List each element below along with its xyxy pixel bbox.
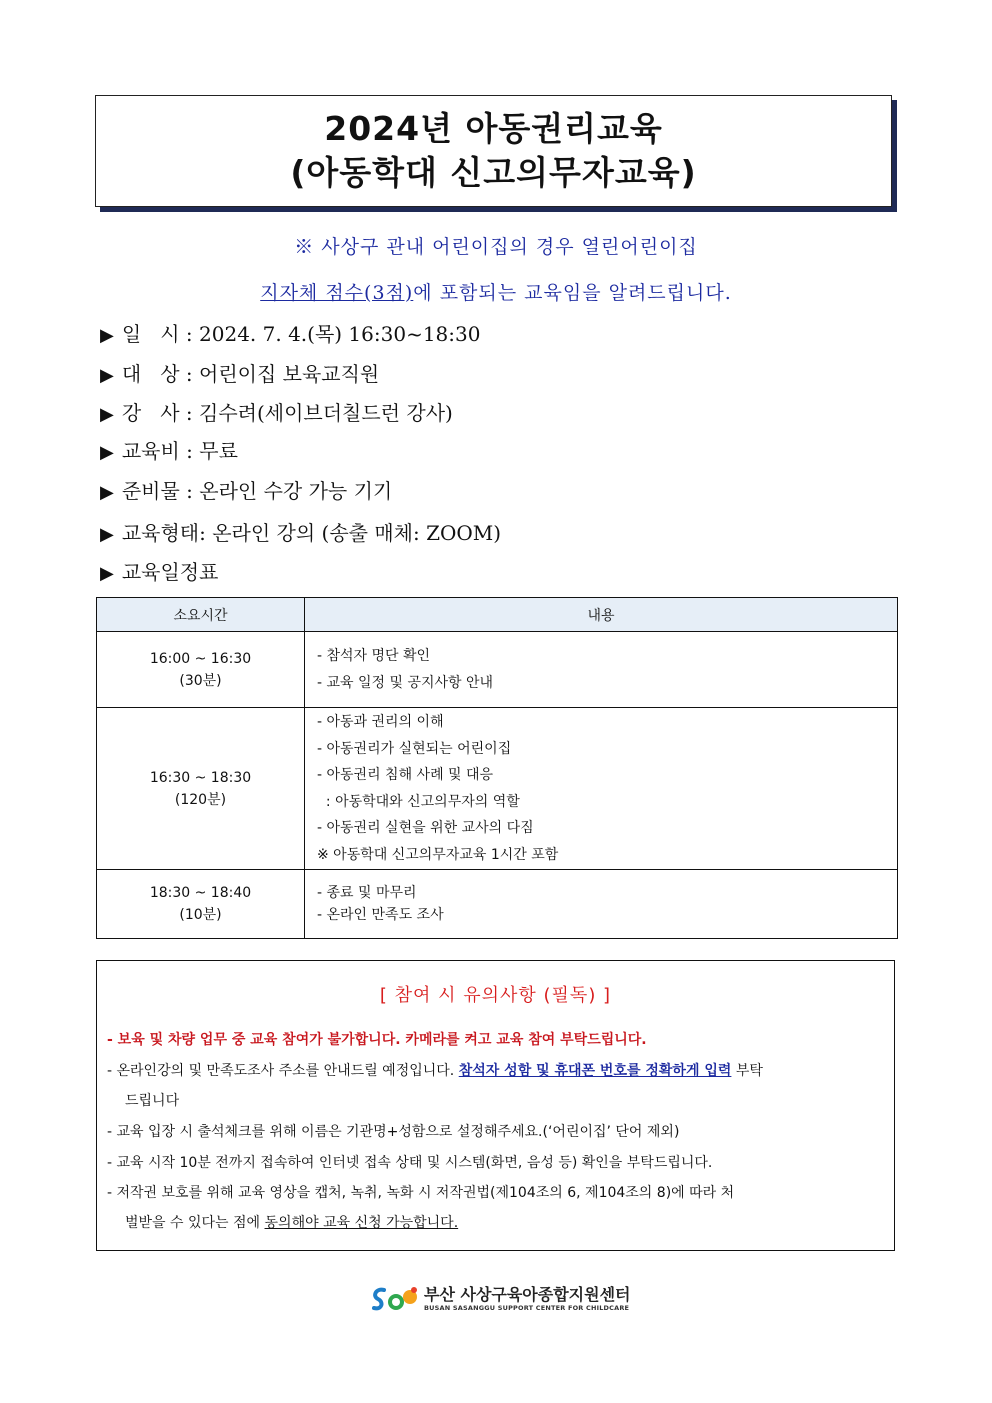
- content-cell: [305, 632, 898, 708]
- center-logo-icon: [370, 1282, 420, 1316]
- duration: (120분): [174, 791, 227, 808]
- content-cell: [305, 708, 898, 870]
- info-value: 김수려(세이브더칠드런 강사): [199, 401, 453, 425]
- caution-underlined: 동의해야 교육 신청 가능합니다.: [264, 1215, 459, 1231]
- caution-item-5-cont: [125, 1208, 903, 1238]
- notice-line-1: ※ 사상구 관내 어린이집의 경우 열린어린이집: [294, 236, 698, 258]
- caution-item-2-cont: 드립니다: [125, 1093, 180, 1109]
- info-value: 온라인 강의 (송출 매체: ZOOM): [212, 521, 502, 545]
- content-cell: [305, 870, 898, 939]
- time-range: 16:30 ~ 18:30: [149, 769, 252, 786]
- caution-text: - 온라인강의 및 만족도조사 주소를 안내드릴 예정입니다.: [107, 1063, 459, 1079]
- caution-item-1: - 보육 및 차량 업무 중 교육 참여가 불가합니다. 카메라를 켜고 교육 참여 부탁드립니다.: [107, 1032, 647, 1048]
- duration: (10분): [179, 907, 222, 923]
- center-name-ko: 부산 사상구육아종합지원센터: [424, 1285, 631, 1304]
- info-materials: ▶ 준비물 : 온라인 수강 가능 기기: [100, 479, 393, 503]
- info-format: [100, 517, 501, 546]
- caution-item-3: - 교육 입장 시 출석체크를 위해 이름은 기관명+성함으로 설정해주세요.(‘어린이집’ 단어 제외): [107, 1124, 680, 1140]
- header-duration: 소요시간: [97, 598, 305, 632]
- caution-box: [96, 960, 895, 1251]
- content-item: - 온라인 만족도 조사: [317, 907, 444, 923]
- notice-line-2: [0, 278, 992, 305]
- content-item: ※ 아동학대 신고의무자교육 1시간 포함: [317, 846, 559, 863]
- info-label: 교육비: [121, 439, 180, 463]
- info-label: 준비물: [121, 479, 180, 503]
- info-date: ▶ 일 시 : 2024. 7. 4.(목) 16:30~18:30: [100, 322, 481, 346]
- caution-text: 벌받을 수 있다는 점에: [125, 1215, 265, 1231]
- triangle-right-icon: ▶: [100, 325, 114, 346]
- info-instructor: ▶ 강 사 : 김수려(세이브더칠드런 강사): [100, 401, 453, 425]
- duration: (30분): [179, 672, 222, 689]
- caution-highlight: 참석자 성함 및 휴대폰 번호를 정확하게 입력: [458, 1063, 732, 1079]
- title-box: [95, 95, 892, 207]
- time-range: 16:00 ~ 16:30: [149, 650, 252, 667]
- time-cell: [97, 708, 305, 870]
- schedule-table: [96, 597, 898, 939]
- triangle-right-icon: ▶: [100, 563, 114, 584]
- content-item: - 교육 일정 및 공지사항 안내: [317, 674, 494, 691]
- content-item: - 참석자 명단 확인: [317, 648, 431, 664]
- triangle-right-icon: ▶: [100, 404, 114, 425]
- table-row: [97, 708, 898, 870]
- time-cell: [97, 870, 305, 939]
- info-target: ▶ 대 상 : 어린이집 보육교직원: [100, 362, 380, 386]
- triangle-right-icon: ▶: [100, 365, 114, 386]
- triangle-right-icon: ▶: [100, 524, 114, 545]
- content-item: - 아동과 권리의 이해: [317, 714, 444, 730]
- triangle-right-icon: ▶: [100, 482, 114, 503]
- content-item: - 아동권리 실현을 위한 교사의 다짐: [317, 820, 534, 836]
- content-item: - 아동권리 침해 사례 및 대응: [317, 767, 494, 783]
- info-value: 2024. 7. 4.(목) 16:30~18:30: [199, 322, 481, 346]
- info-schedule-heading: [100, 556, 218, 585]
- caution-item-4: - 교육 시작 10분 전까지 접속하여 인터넷 접속 상태 및 시스템(화면, 음성 등) 확인을 부탁드립니다.: [107, 1155, 713, 1171]
- caution-item-5: - 저작권 보호를 위해 교육 영상을 캡처, 녹취, 녹화 시 저작권법(제104조의 6, 제104조의 8)에 따라 처: [107, 1185, 735, 1201]
- caution-item-2: [107, 1056, 885, 1086]
- notice-underlined-text: 지자체 점수(3점): [260, 282, 414, 304]
- info-value: 온라인 수강 가능 기기: [199, 479, 393, 503]
- title-line-1: 2024년 아동권리교육: [324, 109, 663, 148]
- table-header-row: [97, 598, 898, 632]
- info-fee: ▶ 교육비 : 무료: [100, 439, 238, 463]
- table-row: [97, 632, 898, 708]
- time-cell: [97, 632, 305, 708]
- footer-logo: [370, 1282, 631, 1316]
- info-label: 대 상: [121, 362, 180, 386]
- info-label: 교육형태:: [121, 521, 206, 545]
- center-name-en: BUSAN SASANGGU SUPPORT CENTER FOR CHILDCARE: [424, 1304, 630, 1312]
- info-value: 무료: [199, 439, 238, 463]
- time-range: 18:30 ~ 18:40: [149, 885, 252, 901]
- notice-rest-text: 에 포함되는 교육임을 알려드립니다.: [413, 282, 732, 304]
- caution-text: 부탁: [731, 1063, 763, 1079]
- content-item: - 종료 및 마무리: [317, 885, 417, 901]
- content-item: : 아동학대와 신고의무자의 역할: [317, 793, 520, 810]
- content-item: - 아동권리가 실현되는 어린이집: [317, 740, 512, 757]
- info-label: 일 시: [121, 322, 180, 346]
- caution-title: [ 참여 시 유의사항 (필독) ]: [379, 985, 612, 1006]
- triangle-right-icon: ▶: [100, 442, 114, 463]
- info-label: 강 사: [121, 401, 180, 425]
- title-line-2: (아동학대 신고의무자교육): [290, 153, 697, 192]
- header-content: 내용: [305, 598, 898, 632]
- table-row: [97, 870, 898, 939]
- info-value: 어린이집 보육교직원: [199, 362, 380, 386]
- info-label: 교육일정표: [121, 560, 219, 584]
